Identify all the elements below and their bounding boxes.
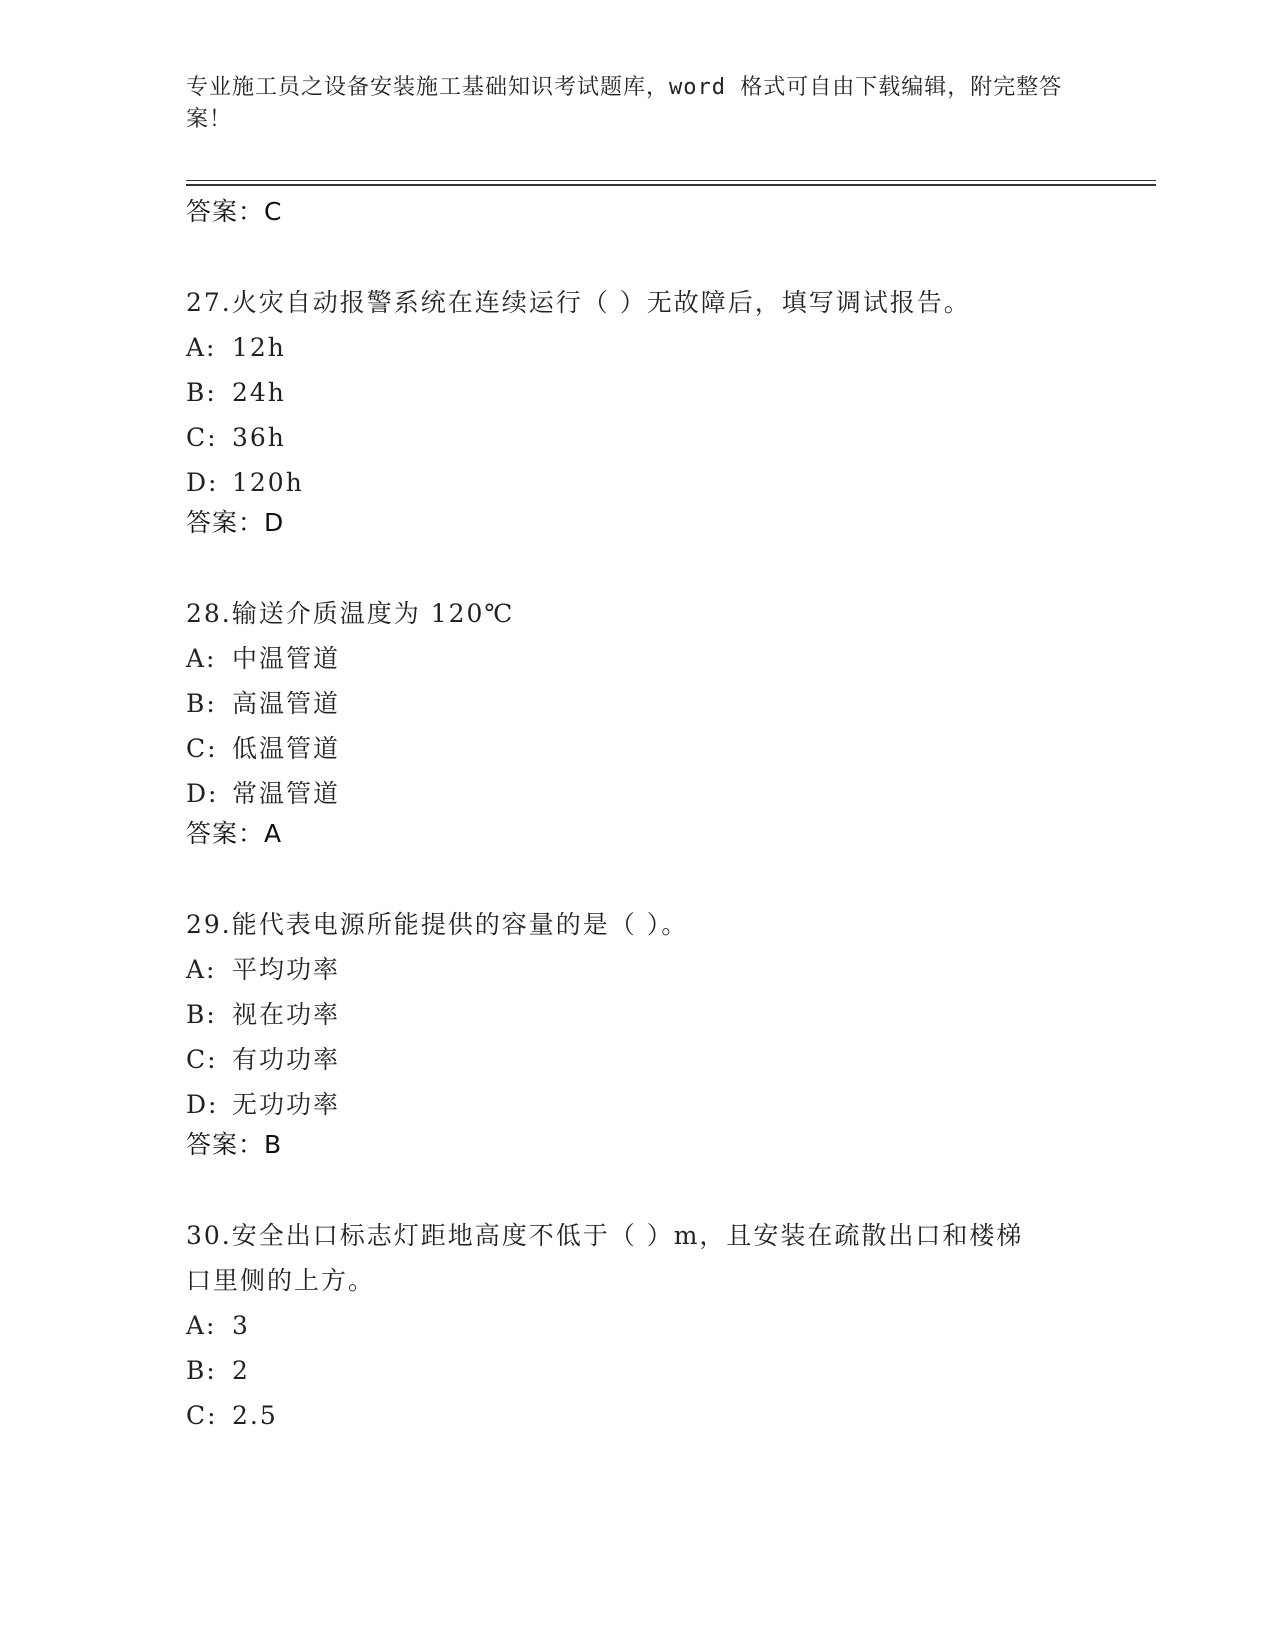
option-text: 3 — [232, 1311, 250, 1340]
option-label: C: — [186, 1401, 218, 1430]
option-label: B: — [186, 1356, 217, 1385]
question-27 — [186, 280, 1086, 541]
option-text: 12h — [232, 333, 286, 362]
option-a — [186, 636, 1086, 681]
option-d — [186, 1082, 1086, 1127]
header-rule-thick — [186, 184, 1156, 186]
answer-line: 答案：A — [186, 819, 283, 848]
option-c — [186, 1393, 1086, 1438]
option-label: A: — [186, 333, 217, 362]
document-header — [186, 72, 1156, 136]
header-rule-thin — [186, 180, 1156, 181]
answer-line: 答案：B — [186, 1130, 283, 1159]
option-a — [186, 325, 1086, 370]
option-text: 平均功率 — [232, 955, 341, 984]
option-label: A: — [186, 1311, 217, 1340]
option-text: 36h — [232, 423, 286, 452]
option-b — [186, 681, 1086, 726]
option-label: D: — [186, 468, 219, 497]
option-text: 高温管道 — [232, 689, 341, 718]
option-text: 有功功率 — [232, 1045, 341, 1074]
option-c — [186, 415, 1086, 460]
option-label: D: — [186, 779, 219, 808]
option-text: 中温管道 — [232, 644, 341, 673]
option-label: B: — [186, 689, 217, 718]
option-c — [186, 1037, 1086, 1082]
question-stem: 29.能代表电源所能提供的容量的是（ ）。 — [186, 910, 689, 939]
option-text: 无功功率 — [232, 1090, 341, 1119]
option-b — [186, 992, 1086, 1037]
option-text: 120h — [232, 468, 304, 497]
question-28 — [186, 591, 1086, 852]
question-stem: 30.安全出口标志灯距地高度不低于（ ）m，且安装在疏散出口和楼梯口里侧的上方。 — [186, 1221, 1024, 1295]
option-text: 2 — [232, 1356, 250, 1385]
question-stem: 27.火灾自动报警系统在连续运行（ ）无故障后，填写调试报告。 — [186, 288, 971, 317]
option-label: C: — [186, 1045, 218, 1074]
option-a — [186, 1303, 1086, 1348]
option-label: C: — [186, 423, 218, 452]
option-label: A: — [186, 644, 217, 673]
option-label: C: — [186, 734, 218, 763]
answer-line-26: 答案：C — [186, 197, 283, 226]
answer-line: 答案：D — [186, 508, 285, 537]
option-text: 常温管道 — [232, 779, 341, 808]
option-d — [186, 771, 1086, 816]
option-text: 2.5 — [232, 1401, 278, 1430]
option-text: 视在功率 — [232, 1000, 341, 1029]
option-label: B: — [186, 1000, 217, 1029]
question-list — [186, 194, 1086, 1438]
option-a — [186, 947, 1086, 992]
header-text: 专业施工员之设备安装施工基础知识考试题库，word 格式可自由下载编辑，附完整答案！ — [186, 75, 1063, 132]
option-d — [186, 460, 1086, 505]
option-label: B: — [186, 378, 217, 407]
question-stem: 28.输送介质温度为 120℃ — [186, 599, 515, 628]
option-label: D: — [186, 1090, 219, 1119]
option-c — [186, 726, 1086, 771]
option-text: 24h — [232, 378, 286, 407]
option-text: 低温管道 — [232, 734, 341, 763]
option-label: A: — [186, 955, 217, 984]
question-30 — [186, 1213, 1086, 1438]
option-b — [186, 370, 1086, 415]
question-29 — [186, 902, 1086, 1163]
option-b — [186, 1348, 1086, 1393]
